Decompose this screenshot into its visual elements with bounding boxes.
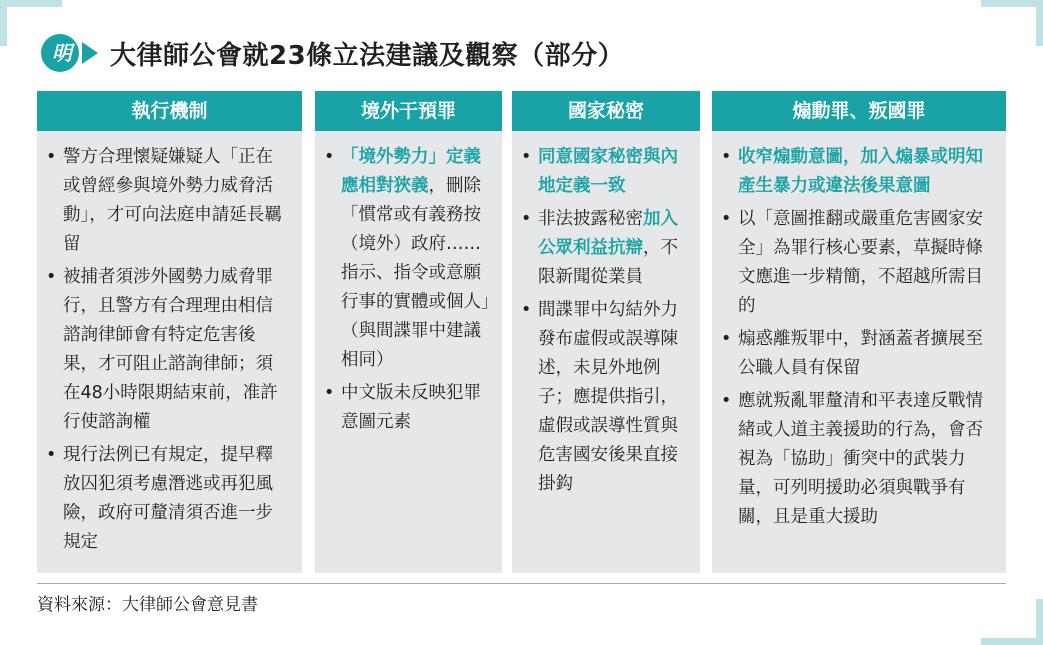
bullet-item	[538, 143, 688, 201]
source-note: 資料來源：大律師公會意見書	[37, 595, 258, 615]
logo-text: 明	[52, 41, 72, 65]
item-text: 應就叛亂罪釐清和平表達反戰情緒或人道主義援助的行為，會否視為「協助」衝突中的武裝力量，可列明援助必須與戰爭有關，且是重大援助	[738, 391, 983, 527]
column-header: 執行機制	[37, 91, 302, 131]
column-enforcement	[37, 91, 302, 573]
corner-decoration-top-right-vertical	[1036, 0, 1043, 46]
column-external-interference	[315, 91, 502, 573]
corner-decoration-top-left-vertical	[0, 0, 7, 46]
bullet-item	[738, 143, 994, 201]
highlighted-text: 收窄煽動意圖，加入煽暴或明知產生暴力或違法後果意圖	[738, 147, 983, 196]
corner-decoration-top-left	[0, 0, 62, 7]
column-header: 國家秘密	[512, 91, 700, 131]
item-text: 煽惑離叛罪中，對涵蓋者擴展至公職人員有保留	[738, 329, 983, 378]
corner-decoration-bottom-right-vertical	[1036, 599, 1043, 645]
highlighted-text: 加入公眾利益抗辯	[538, 209, 678, 258]
item-text: 被捕者須涉外國勢力威脅罪行，且警方有合理理由相信諮詢律師會有特定危害後果，才可阻止諮詢律師；須在48小時限期結束前，准許行使諮詢權	[63, 267, 278, 432]
bullet-item	[63, 263, 290, 437]
column-items	[712, 131, 1006, 532]
column-state-secrets	[512, 91, 700, 573]
item-text: 中文版未反映犯罪意圖元素	[341, 383, 481, 432]
column-items	[512, 131, 700, 499]
bullet-item	[63, 441, 290, 557]
column-sedition-treason	[712, 91, 1006, 573]
item-text: ，刪除「慣常或有義務按（境外）政府……指示、指令或意願行事的實體或個人」（與間諜罪中建議相同）	[341, 176, 490, 370]
ming-logo	[40, 33, 106, 73]
column-items	[315, 131, 502, 437]
corner-decoration-bottom-right	[981, 638, 1043, 645]
bullet-item	[538, 296, 688, 499]
bullet-item	[341, 379, 490, 437]
item-text: 非法披露秘密	[538, 209, 643, 229]
column-header: 境外干預罪	[315, 91, 502, 131]
item-text: 以「意圖推翻或嚴重危害國家安全」為罪行核心要素，草擬時條文應進一步精簡，不超越所需目的	[738, 209, 983, 316]
column-header: 煽動罪、叛國罪	[712, 91, 1006, 131]
title-row	[40, 33, 624, 73]
item-text: 警方合理懷疑嫌疑人「正在或曾經參與境外勢力威脅活動」，才可向法庭申請延長羈留	[63, 147, 282, 254]
item-text: 現行法例已有規定，提早釋放囚犯須考慮潛逃或再犯風險，政府可釐清須否進一步規定	[63, 445, 273, 552]
bullet-item	[538, 205, 688, 292]
highlighted-text: 「境外勢力」定義應相對狹義	[341, 147, 481, 196]
item-text: ，不限新聞從業員	[538, 238, 678, 287]
bullet-item	[738, 387, 994, 532]
bullet-item	[63, 143, 290, 259]
column-items	[37, 131, 302, 557]
highlighted-text: 同意國家秘密與內地定義一致	[538, 147, 678, 196]
item-text: 間諜罪中勾結外力發布虛假或誤導陳述，未見外地例子；應提供指引，虛假或誤導性質與危害國安後果直接掛鈎	[538, 300, 678, 494]
footer-divider	[37, 583, 1006, 584]
bullet-item	[738, 205, 994, 321]
page-title: 大律師公會就23條立法建議及觀察（部分）	[110, 40, 625, 71]
bullet-item	[738, 325, 994, 383]
bullet-item	[341, 143, 490, 375]
corner-decoration-top-right	[981, 0, 1043, 7]
